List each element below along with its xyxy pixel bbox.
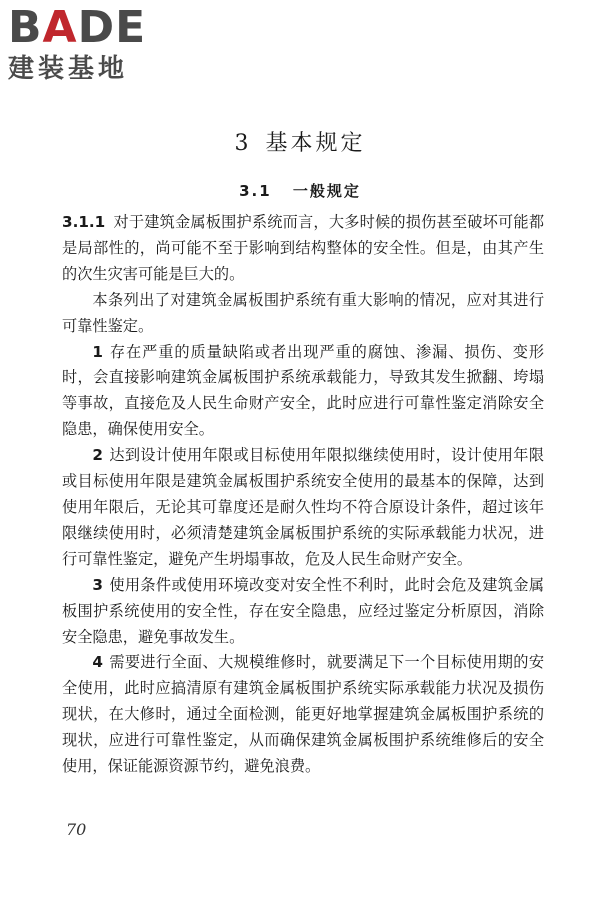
section-title: 一般规定: [292, 182, 361, 200]
chapter-title: 基本规定: [265, 131, 366, 156]
logo-subtitle: 建装基地: [8, 54, 129, 84]
clause-paragraph: 3.1.1 对于建筑金属板围护系统而言，大多时候的损伤甚至破坏可能都是局部性的，尚可能不至于影响到结构整体的安全性。但是，由其产生的次生灾害可能是巨大的。: [62, 213, 544, 283]
item-paragraph-4: 4 需要进行全面、大规模维修时，就要满足下一个目标使用期的安全使用，此时应搞清原有建筑金属板围护系统实际承载能力状况及损伤现状，在大修时，通过全面检测，能更好地掌握建筑金属板围护系统的现状，应进行可靠性鉴定，从而确保建筑金属板围护系统维修后的安全使用，保证能源资源节约，避免浪费。: [62, 653, 544, 776]
clause-number: 3.1.1: [62, 213, 106, 231]
item-paragraph-1: 1 存在严重的质量缺陷或者出现严重的腐蚀、渗漏、损伤、变形时，会直接影响建筑金属板围护系统承载能力，导致其发生掀翻、垮塌等事故，直接危及人民生命财产安全，此时应进行可靠性鉴定消除安全隐患，确保使用安全。: [62, 342, 544, 439]
bade-logo: [8, 4, 178, 84]
page-number: 70: [66, 820, 87, 839]
intro-paragraph: 本条列出了对建筑金属板围护系统有重大影响的情况，应对其进行可靠性鉴定。: [62, 290, 544, 335]
section-number: 3.1: [239, 182, 272, 200]
chapter-number: 3: [234, 131, 252, 156]
section-heading: [0, 180, 600, 201]
logo-wordmark: BADE: [8, 2, 147, 53]
item-paragraph-3: 3 使用条件或使用环境改变对安全性不利时，此时会危及建筑金属板围护系统使用的安全性，存在安全隐患，应经过鉴定分析原因，消除安全隐患，避免事故发生。: [62, 575, 544, 646]
item-paragraph-2: 2 达到设计使用年限或目标使用年限拟继续使用时，设计使用年限或目标使用年限是建筑金属板围护系统安全使用的最基本的保障，达到使用年限后，无论其可靠度还是耐久性均不符合原设计条件，超过该年限继续使用时，必须清楚建筑金属板围护系统的实际承载能力状况，进行可靠性鉴定，避免产生坍塌事故，危及人民生命财产安全。: [62, 446, 544, 568]
chapter-heading: [0, 126, 600, 157]
body-text: [62, 210, 544, 780]
